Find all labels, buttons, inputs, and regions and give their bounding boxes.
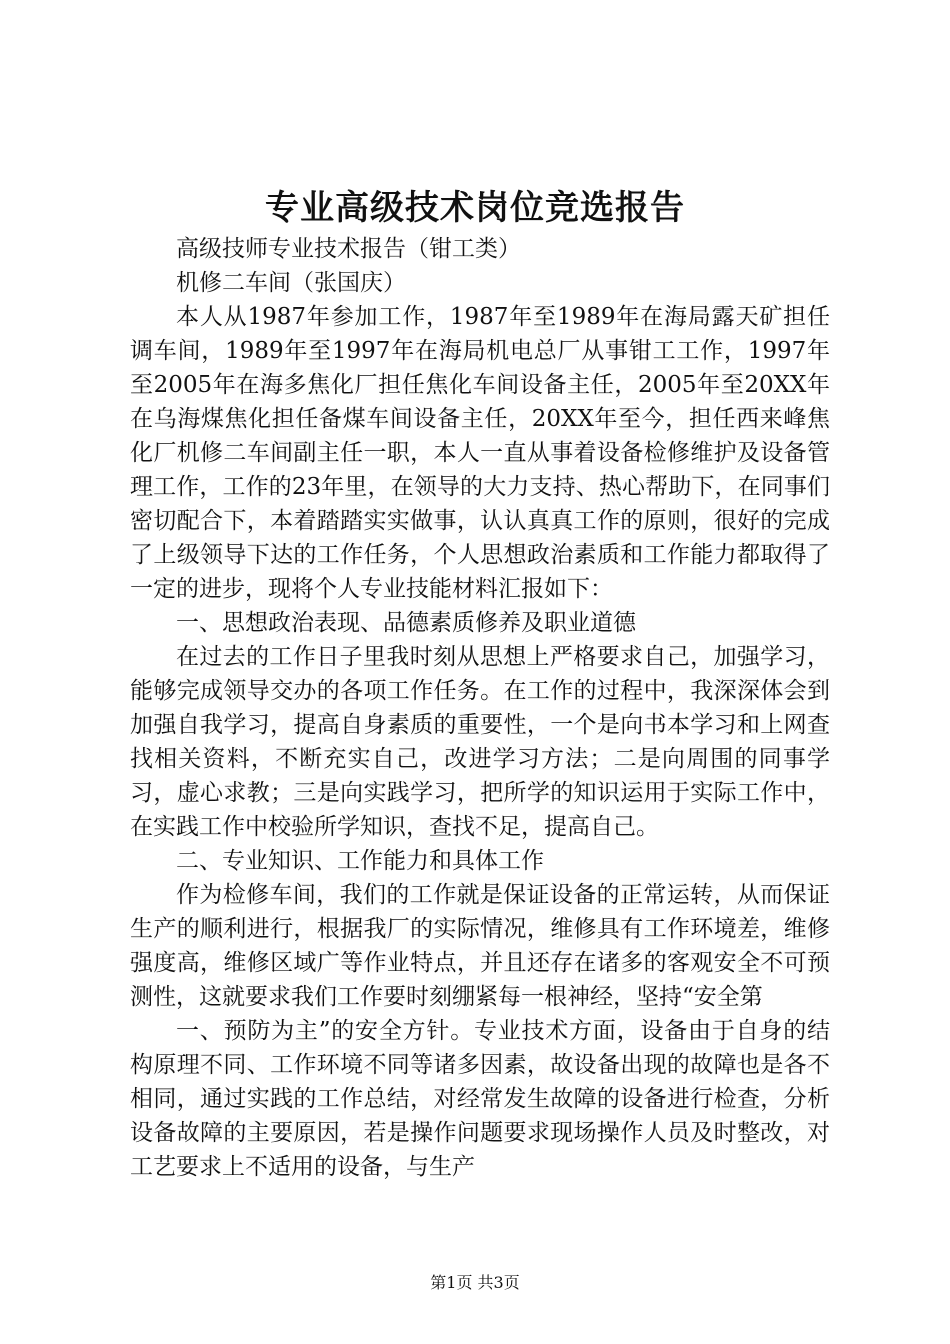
subtitle-author: 机修二车间（张国庆）	[176, 270, 406, 296]
page-footer: 第1页 共3页	[430, 1273, 520, 1292]
section-heading-1: 一、思想政治表现、品德素质修养及职业道德	[176, 610, 636, 636]
document-body	[130, 232, 830, 1184]
paragraph-section-2: 作为检修车间，我们的工作就是保证设备的正常运转，从而保证生产的顺利进行，根据我厂的实际情况，维修具有工作环境差，维修强度高，维修区域广等作业特点，并且还存在诸多的客观安全不可预测性，这就要求我们工作要时刻绷紧每一根神经，坚持“安全第	[130, 882, 830, 1010]
document-title: 专业高级技术岗位竞选报告	[265, 188, 685, 228]
subtitle-report-type: 高级技师专业技术报告（钳工类）	[176, 236, 521, 262]
paragraph-intro: 本人从1987年参加工作，1987年至1989年在海局露天矿担任调车间，1989年至1997年在海局机电总厂从事钳工工作，1997年至2005年在海多焦化厂担任焦化车间设备主任，2005年至20XX年在乌海煤焦化担任备煤车间设备主任，20XX年至今，担任西来峰焦化厂机修二车间副主任一职，本人一直从事着设备检修维护及设备管理工作，工作的23年里，在领导的大力支持、热心帮助下，在同事们密切配合下，本着踏踏实实做事，认认真真工作的原则，很好的完成了上级领导下达的工作任务，个人思想政治素质和工作能力都取得了一定的进步，现将个人专业技能材料汇报如下：	[130, 304, 830, 602]
section-heading-2: 二、专业知识、工作能力和具体工作	[176, 848, 544, 874]
paragraph-section-1: 在过去的工作日子里我时刻从思想上严格要求自己，加强学习，能够完成领导交办的各项工作任务。在工作的过程中，我深深体会到加强自我学习，提高自身素质的重要性，一个是向书本学习和上网查找相关资料，不断充实自己，改进学习方法；二是向周围的同事学习，虚心求教；三是向实践学习，把所学的知识运用于实际工作中，在实践工作中校验所学知识，查找不足，提高自己。	[130, 644, 830, 840]
paragraph-safety-policy: 一、预防为主”的安全方针。专业技术方面，设备由于自身的结构原理不同、工作环境不同等诸多因素，故设备出现的故障也是各不相同，通过实践的工作总结，对经常发生故障的设备进行检查，分析设备故障的主要原因，若是操作问题要求现场操作人员及时整改，对工艺要求上不适用的设备，与生产	[130, 1018, 830, 1180]
